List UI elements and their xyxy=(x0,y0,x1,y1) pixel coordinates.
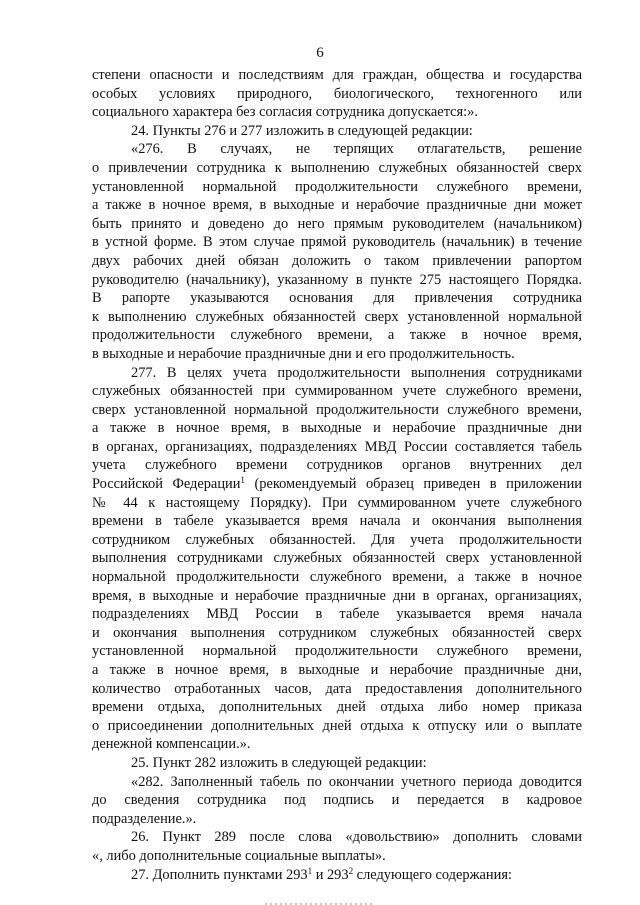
text-line: «276. В случаях, не терпящих отлагательств, решение xyxy=(131,141,582,158)
text-line: подразделениях МВД России в табеле указывается время начала xyxy=(92,606,582,623)
text-line: степени опасности и последствиям для граждан, общества и государства xyxy=(92,67,582,83)
text-line: подразделение.». xyxy=(92,810,197,827)
text-line: особых условиях природного, биологического, техногенного или xyxy=(92,85,582,102)
paragraph xyxy=(92,364,582,754)
paragraph xyxy=(92,140,582,363)
text-line: В рапорте указываются основания для привлечения сотрудника xyxy=(92,290,582,307)
text-line: 277. В целях учета продолжительности выполнения сотрудниками xyxy=(131,364,582,381)
text-line: установленной нормальной продолжительности служебного времени, xyxy=(92,178,582,195)
text-line: 24. Пункты 276 и 277 изложить в следующей редакции: xyxy=(131,122,473,139)
page-number: 6 xyxy=(316,45,324,61)
text-line: времени отдыха, дополнительных дней отдыха либо номер приказа xyxy=(92,699,582,716)
text-line: в выходные и нерабочие праздничные дни и его продолжительность. xyxy=(92,345,515,362)
text-line: денежной компенсации.». xyxy=(92,736,251,753)
footnote-marker: 1 xyxy=(240,475,245,486)
text-line: Российской Федерации$^1$ (рекомендуемый образец приведен в приложении xyxy=(92,475,582,493)
text-line: сверх установленной нормальной продолжительности служебного времени, xyxy=(92,401,582,418)
document-body xyxy=(92,66,582,884)
text-line: а также в ночное время, в выходные и нерабочие праздничные дни может xyxy=(92,197,582,214)
paragraph xyxy=(92,828,582,865)
paragraph xyxy=(92,66,582,122)
paragraph xyxy=(92,754,582,773)
text-line: о присоединении дополнительных дней отдыха к отпуску или о выплате xyxy=(92,717,582,734)
text-line: руководителю (начальнику), указанному в пункте 275 настоящего Порядка. xyxy=(92,271,582,288)
text-line: время, в выходные и нерабочие праздничные дни в органах, организациях, xyxy=(92,587,582,604)
paragraph xyxy=(92,122,582,141)
text-line: 25. Пункт 282 изложить в следующей редакции: xyxy=(131,754,427,771)
text-line: в устной форме. В этом случае прямой руководитель (начальник) в течение xyxy=(92,234,582,251)
paragraph xyxy=(92,866,582,885)
text-line: 27. Дополнить пунктами $293^1$ и $293^2$ следующего содержания: xyxy=(131,865,512,883)
text-line: продолжительности служебного времени, а также в ночное время, xyxy=(92,327,582,344)
text-line: № 44 к настоящему Порядку). При суммированном учете служебного xyxy=(92,494,582,511)
text-line: выполнения сотрудниками служебных обязанностей сверх установленной xyxy=(92,550,582,567)
text-line: учета служебного времени сотрудников органов внутренних дел xyxy=(92,457,582,474)
text-line: служебных обязанностей при суммированном учете служебного времени, xyxy=(92,383,582,400)
footnote-marker: 2 xyxy=(348,865,354,876)
text-line: в органах, организациях, подразделениях МВД России составляется табель xyxy=(92,438,582,455)
text-line: социального характера без согласия сотрудника допускается:». xyxy=(92,104,478,121)
text-line: 26. Пункт 289 после слова «довольствию» дополнить словами xyxy=(131,829,582,846)
text-line: времени в табеле указывается время начала и окончания выполнения xyxy=(92,513,582,530)
text-line: и окончания выполнения сотрудником служебных обязанностей сверх xyxy=(92,624,582,641)
text-line: «282. Заполненный табель по окончании учетного периода доводится xyxy=(131,773,582,790)
text-line: быть принято и доведено до него прямым руководителем (начальником) xyxy=(92,215,582,232)
text-line: «, либо дополнительные социальные выплаты». xyxy=(92,847,386,864)
text-line: а также в ночное время, в выходные и нерабочие праздничные дни, xyxy=(92,662,582,678)
text-line: о привлечении сотрудника к выполнению служебных обязанностей сверх xyxy=(92,159,582,176)
text-line: до сведения сотрудника под подпись и передается в кадровое xyxy=(92,792,582,809)
text-line: установленной нормальной продолжительности служебного времени, xyxy=(92,643,582,660)
text-line: количество отработанных часов, дата предоставления дополнительного xyxy=(92,680,582,697)
text-line: двух рабочих дней обязан доложить о таком привлечении рапортом xyxy=(92,252,582,269)
text-line: сотрудником служебных обязанностей. Для учета продолжительности xyxy=(92,531,582,548)
text-line: нормальной продолжительности служебного времени, а также в ночное xyxy=(92,569,582,586)
paragraph xyxy=(92,773,582,829)
text-line: а также в ночное время, в выходные и нерабочие праздничные дни xyxy=(92,420,582,437)
footnote-marker: 1 xyxy=(307,865,313,876)
text-line: к выполнению служебных обязанностей сверх установленной нормальной xyxy=(92,308,582,325)
